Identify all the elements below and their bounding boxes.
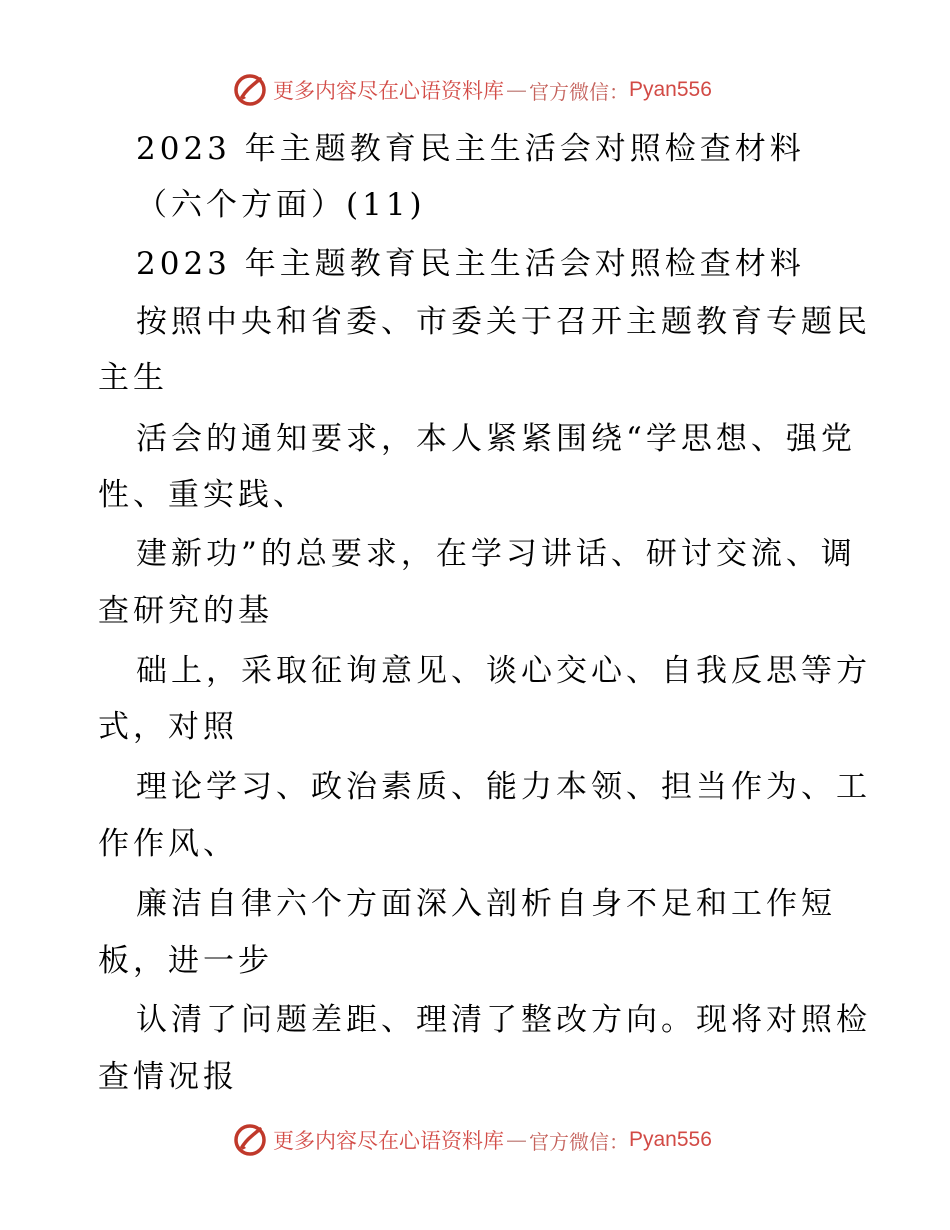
- paragraph-line: 查研究的基: [98, 593, 273, 629]
- paragraph-line: 认清了问题差距、理清了整改方向。现将对照检: [136, 1002, 871, 1038]
- paragraph-line: 建新功”的总要求，在学习讲话、研讨交流、调: [136, 536, 856, 572]
- paragraph-line: 理论学习、政治素质、能力本领、担当作为、工: [136, 769, 871, 805]
- header-watermark: [233, 70, 712, 110]
- watermark-contact-id: Pyan556: [629, 78, 712, 101]
- writing-brush-seal-icon: [233, 73, 267, 107]
- paragraph-line: 查情况报: [98, 1059, 238, 1095]
- paragraph-line: 式，对照: [98, 709, 238, 745]
- writing-brush-seal-icon: [233, 1123, 267, 1157]
- document-subtitle: （六个方面）(11): [136, 187, 426, 223]
- watermark-contact-label: 官方微信：: [529, 1129, 629, 1154]
- paragraph-line: 性、重实践、: [98, 477, 308, 513]
- watermark-text: 更多内容尽在心语资料库: [273, 1129, 504, 1153]
- document-heading: 2023 年主题教育民主生活会对照检查材料: [136, 246, 805, 282]
- paragraph-line: 活会的通知要求，本人紧紧围绕“学思想、强党: [136, 421, 856, 457]
- watermark-contact-id: Pyan556: [629, 1128, 712, 1151]
- watermark-separator: —: [506, 78, 527, 102]
- footer-watermark: [233, 1120, 712, 1160]
- watermark-separator: —: [506, 1128, 527, 1152]
- document-title: 2023 年主题教育民主生活会对照检查材料: [136, 131, 805, 167]
- paragraph-line: 廉洁自律六个方面深入剖析自身不足和工作短: [136, 886, 836, 922]
- paragraph-line: 板，进一步: [98, 943, 273, 979]
- watermark-text: 更多内容尽在心语资料库: [273, 79, 504, 103]
- paragraph-line: 主生: [98, 360, 168, 396]
- paragraph-line: 按照中央和省委、市委关于召开主题教育专题民: [136, 304, 871, 340]
- watermark-contact-label: 官方微信：: [529, 79, 629, 104]
- paragraph-line: 作作风、: [98, 826, 238, 862]
- paragraph-line: 础上，采取征询意见、谈心交心、自我反思等方: [136, 653, 871, 689]
